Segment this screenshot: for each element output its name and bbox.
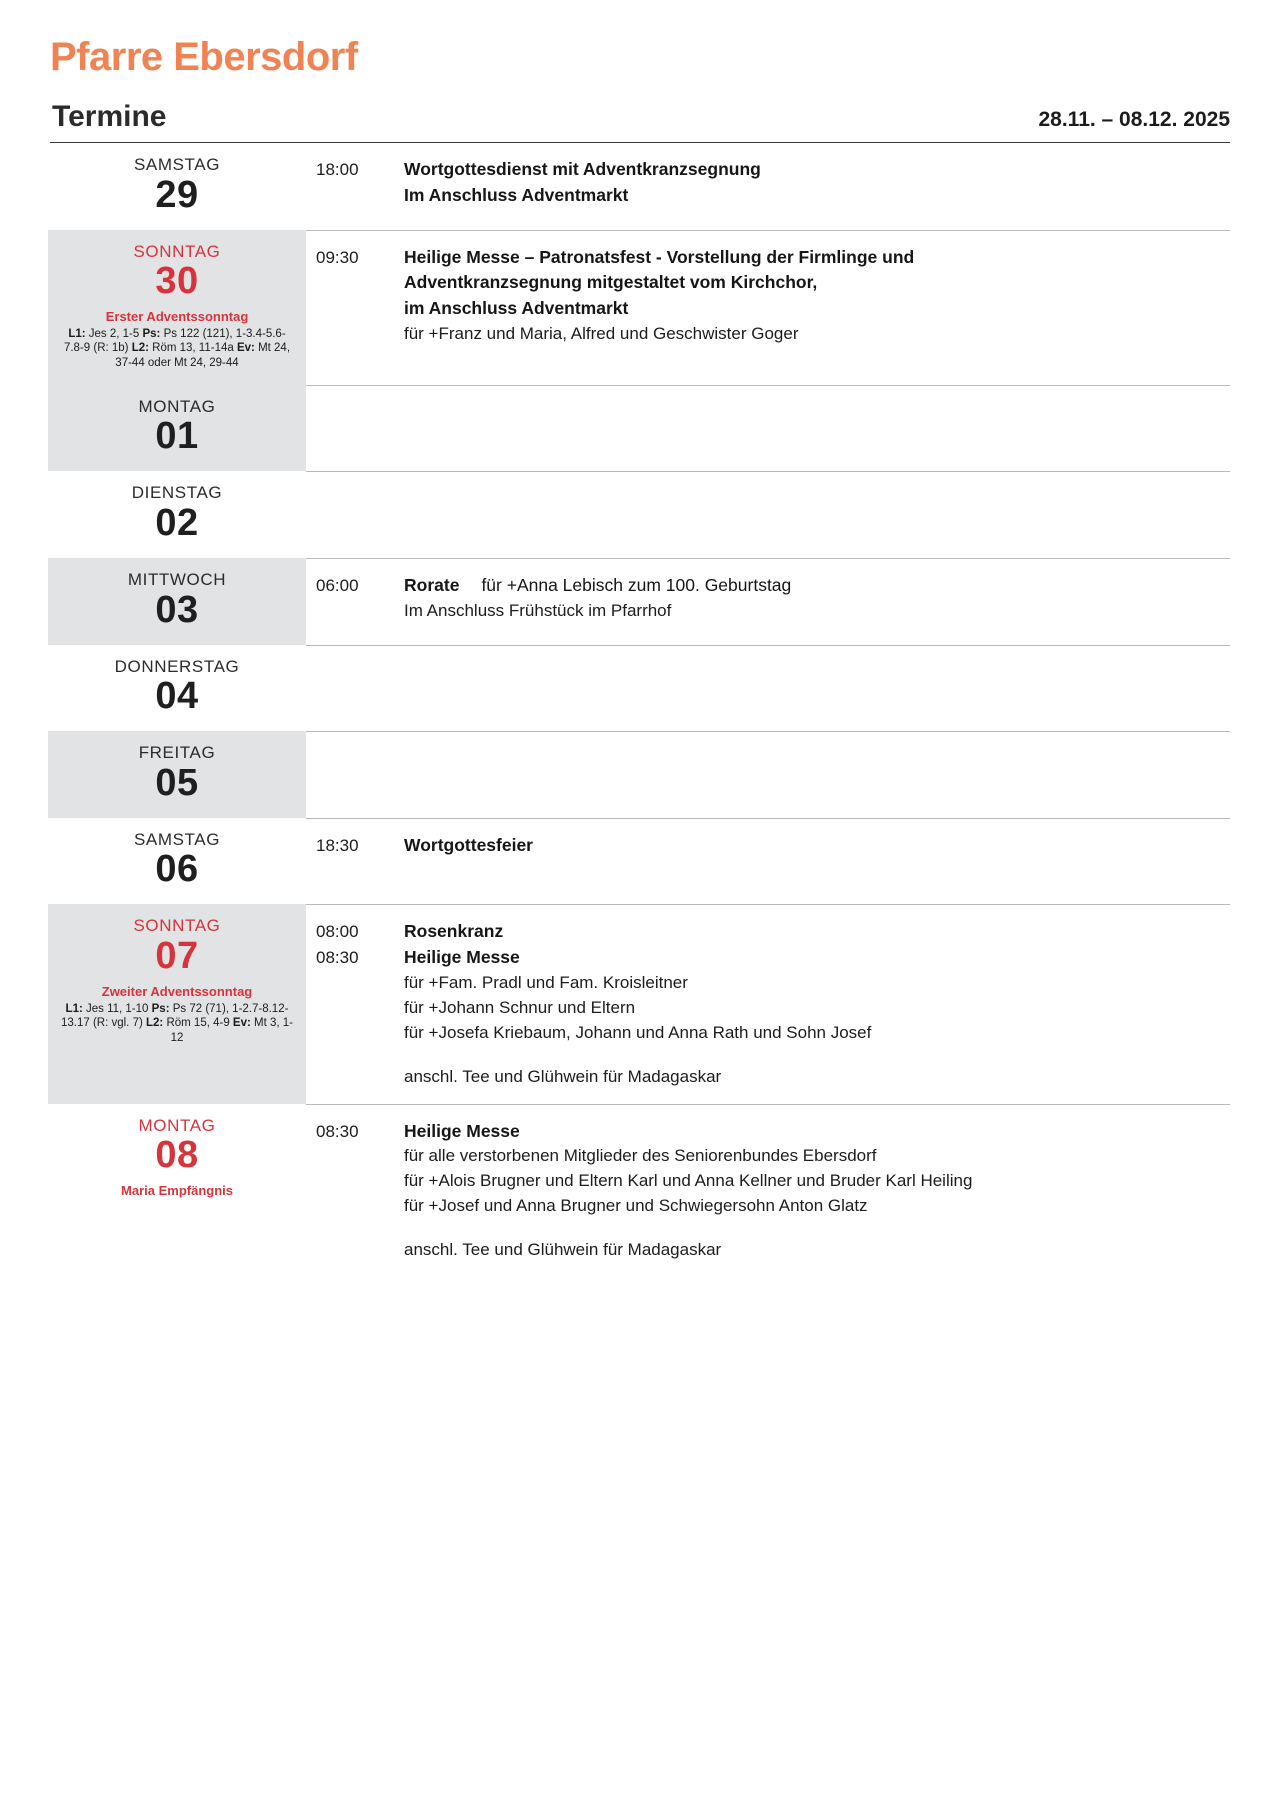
day-date-cell xyxy=(48,904,306,1103)
reading-segment: Röm 15, 4-9 xyxy=(163,1017,233,1030)
event-body xyxy=(402,919,1230,945)
reading-segment: Röm 13, 11-14a xyxy=(148,342,237,355)
event-time: 09:30 xyxy=(316,247,359,267)
event-body xyxy=(402,1119,1230,1145)
event-body xyxy=(402,945,1230,971)
event-intention: anschl. Tee und Glühwein für Madagaskar xyxy=(404,1066,722,1086)
event-line xyxy=(306,919,1230,945)
event-title-text: Heilige Messe – Patronatsfest - Vorstellung der Firmlinge und xyxy=(404,246,915,267)
event-title xyxy=(404,157,1230,183)
reading-segment: Mt 3, 1-12 xyxy=(170,1017,294,1044)
reading-segment: Ev: xyxy=(236,342,255,355)
event-time: 08:30 xyxy=(316,948,359,968)
event-body xyxy=(402,296,1230,322)
event-title xyxy=(404,296,1230,322)
event-title xyxy=(404,270,1230,296)
day-number: 29 xyxy=(155,173,199,216)
event-spacer xyxy=(306,1219,1230,1238)
date-range-label: 28.11. – 08.12. 2025 xyxy=(1038,108,1230,131)
day-of-week-label: SONNTAG xyxy=(133,916,221,936)
event-intention: für +Alois Brugner und Eltern Karl und Anna Kellner und Bruder Karl Heiling xyxy=(404,1171,973,1191)
day-row xyxy=(48,143,1230,230)
title-row xyxy=(50,102,1230,132)
day-of-week-label: MONTAG xyxy=(138,396,216,416)
reading-segment: Ps 72 (71), 1-2.7-8.12-13.17 (R: vgl. 7) xyxy=(60,1002,289,1030)
event-intention: für +Josefa Kriebaum, Johann und Anna Rath und Sohn Josef xyxy=(404,1022,872,1042)
day-of-week-label: SAMSTAG xyxy=(133,155,221,174)
day-date-cell xyxy=(48,1104,306,1278)
day-of-week-label: DIENSTAG xyxy=(131,483,223,503)
reading-segment: Ps 122 (121), 1-3.4-5.6-7.8-9 (R: 1b) xyxy=(63,327,286,355)
event-title-text: im Anschluss Adventmarkt xyxy=(404,298,629,319)
day-row xyxy=(48,904,1230,1103)
event-title xyxy=(404,573,1230,599)
day-events xyxy=(306,558,1230,645)
day-number: 05 xyxy=(155,761,199,804)
event-body xyxy=(402,183,1230,209)
day-events xyxy=(306,904,1230,1103)
day-events xyxy=(306,731,1230,818)
event-line xyxy=(306,833,1230,859)
day-row xyxy=(48,471,1230,558)
day-events xyxy=(306,645,1230,732)
day-date-cell xyxy=(48,558,306,645)
event-title-text: Wortgottesfeier xyxy=(404,834,533,855)
event-time: 08:00 xyxy=(316,922,359,942)
day-number: 06 xyxy=(155,848,199,891)
liturgical-readings xyxy=(56,327,298,371)
feast-name-label: Erster Adventssonntag xyxy=(105,309,249,325)
event-title-text: Heilige Messe xyxy=(404,1120,520,1141)
day-of-week-label: SAMSTAG xyxy=(133,829,221,849)
day-date-cell xyxy=(48,731,306,818)
reading-segment: Ps: xyxy=(151,1002,170,1015)
day-date-cell xyxy=(48,645,306,732)
event-line xyxy=(306,296,1230,322)
event-intention: Im Anschluss Frühstück im Pfarrhof xyxy=(404,600,672,620)
day-row xyxy=(48,818,1230,905)
event-title xyxy=(404,833,1230,859)
event-body xyxy=(402,157,1230,183)
day-date-cell xyxy=(48,471,306,558)
event-title-text: Wortgottesdienst mit Adventkranzsegnung xyxy=(404,159,761,179)
event-line xyxy=(306,183,1230,209)
day-events xyxy=(306,385,1230,472)
event-body xyxy=(402,573,1230,599)
reading-segment: L1: xyxy=(65,1002,83,1015)
agenda-list xyxy=(48,143,1230,1277)
event-line xyxy=(306,945,1230,971)
event-title xyxy=(404,919,1230,945)
day-row xyxy=(48,1104,1230,1278)
event-line xyxy=(306,1119,1230,1145)
parish-brand-title: Pfarre Ebersdorf xyxy=(50,35,358,79)
event-line xyxy=(306,573,1230,599)
day-events xyxy=(306,1104,1230,1278)
feast-name-label: Zweiter Adventssonntag xyxy=(101,983,253,999)
event-title xyxy=(404,1119,1230,1145)
event-title-text: Rorate xyxy=(404,575,460,596)
day-number: 30 xyxy=(155,260,199,303)
day-of-week-label: FREITAG xyxy=(138,743,216,763)
event-title xyxy=(404,183,1230,209)
page-title: Termine xyxy=(52,100,167,133)
day-row xyxy=(48,645,1230,732)
day-number: 08 xyxy=(155,1134,199,1177)
day-row xyxy=(48,230,1230,385)
reading-segment: Mt 24, 37-44 oder Mt 24, 29-44 xyxy=(115,342,291,370)
feast-name-label: Maria Empfängnis xyxy=(121,1183,233,1199)
event-intention: für +Fam. Pradl und Fam. Kroisleitner xyxy=(404,972,688,992)
day-number: 04 xyxy=(155,675,199,718)
reading-segment: L2: xyxy=(146,1017,164,1030)
day-number: 01 xyxy=(155,415,199,458)
event-body xyxy=(402,245,1230,271)
event-body xyxy=(402,833,1230,859)
day-date-cell xyxy=(48,143,306,230)
event-intention: für alle verstorbenen Mitglieder des Seniorenbundes Ebersdorf xyxy=(404,1146,877,1166)
reading-segment: L1: xyxy=(68,327,86,340)
masthead xyxy=(48,0,1230,143)
reading-segment: Jes 11, 1-10 xyxy=(82,1002,152,1015)
event-time: 08:30 xyxy=(316,1121,359,1141)
event-intention: für +Franz und Maria, Alfred und Geschwister Goger xyxy=(404,323,799,343)
event-body xyxy=(402,270,1230,296)
reading-segment: Jes 2, 1-5 xyxy=(85,327,143,340)
day-row xyxy=(48,731,1230,818)
day-number: 07 xyxy=(155,934,199,977)
event-time: 18:30 xyxy=(316,835,359,855)
event-time: 06:00 xyxy=(316,576,359,596)
day-number: 02 xyxy=(155,502,199,545)
day-row xyxy=(48,385,1230,472)
day-events xyxy=(306,230,1230,385)
event-time: 18:00 xyxy=(316,160,359,179)
reading-segment: Ev: xyxy=(232,1017,251,1030)
day-number: 03 xyxy=(155,588,199,631)
day-of-week-label: MONTAG xyxy=(138,1115,216,1135)
day-of-week-label: SONNTAG xyxy=(133,241,221,261)
day-events xyxy=(306,471,1230,558)
day-events xyxy=(306,143,1230,230)
event-title-text: Heilige Messe xyxy=(404,947,520,968)
day-date-cell xyxy=(48,230,306,385)
event-title-text: Adventkranzsegnung mitgestaltet vom Kirchchor, xyxy=(404,272,818,293)
reading-segment: Ps: xyxy=(142,327,161,340)
event-intention: für +Johann Schnur und Eltern xyxy=(404,997,636,1017)
day-row xyxy=(48,558,1230,645)
day-of-week-label: MITTWOCH xyxy=(127,570,227,590)
event-line xyxy=(306,270,1230,296)
event-title xyxy=(404,245,1230,271)
event-title-text: Rosenkranz xyxy=(404,921,504,942)
day-date-cell xyxy=(48,818,306,905)
day-of-week-label: DONNERSTAG xyxy=(114,656,240,676)
day-events xyxy=(306,818,1230,905)
event-title xyxy=(404,945,1230,971)
event-intention: anschl. Tee und Glühwein für Madagaskar xyxy=(404,1240,722,1260)
event-line xyxy=(306,157,1230,183)
day-date-cell xyxy=(48,385,306,472)
event-intention: für +Josef und Anna Brugner und Schwiegersohn Anton Glatz xyxy=(404,1196,868,1216)
reading-segment: L2: xyxy=(131,342,149,355)
liturgical-readings xyxy=(56,1002,298,1046)
event-line xyxy=(306,245,1230,271)
event-spacer xyxy=(306,1046,1230,1065)
event-title-text: Im Anschluss Adventmarkt xyxy=(404,184,629,205)
event-title-trailing: für +Anna Lebisch zum 100. Geburtstag xyxy=(481,575,792,596)
